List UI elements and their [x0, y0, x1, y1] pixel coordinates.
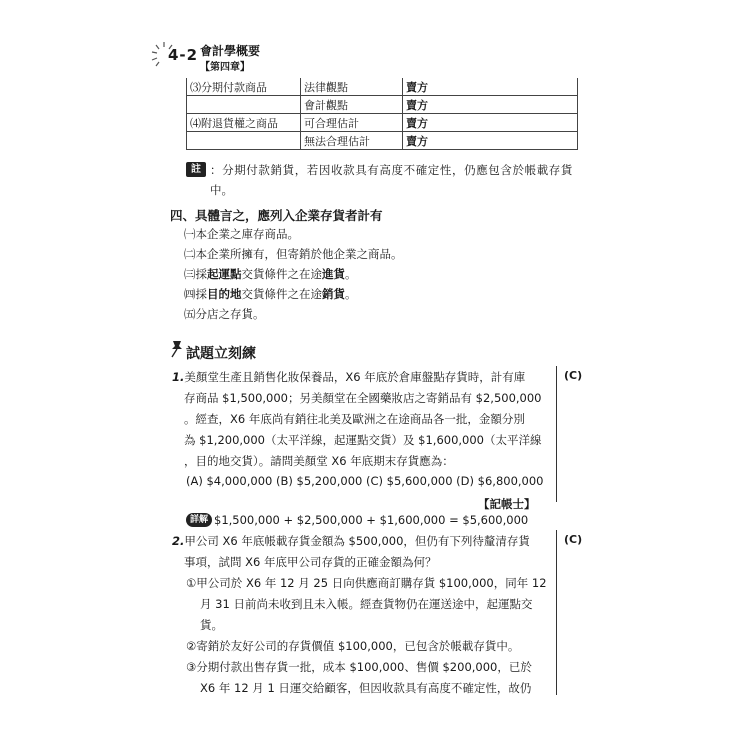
- table-cell-view: 可合理估計: [301, 114, 403, 132]
- list-item: [184, 266, 357, 282]
- list-item: [184, 286, 357, 302]
- section-heading: 四、具體言之，應列入企業存貨者計有: [170, 208, 383, 223]
- table-row: [187, 96, 578, 114]
- chapter-number: 4-2: [168, 46, 199, 64]
- note-badge: 註: [186, 162, 206, 177]
- question-line: ②寄銷於友好公司的存貨價值 $100,000，已包含於帳載存貨中。: [186, 639, 520, 653]
- table-cell-item: ⑶分期付款商品: [187, 78, 301, 96]
- question-text: 甲公司 X6 年底帳載存貨金額為 $500,000，但仍有下列待釐清存貨: [184, 534, 530, 548]
- question-line: 存商品 $1,500,000；另美顏堂在全國藥妝店之寄銷品有 $2,500,000: [184, 391, 542, 405]
- item-text: 交貨條件之在途: [241, 267, 322, 281]
- item-emphasis: 目的地: [207, 287, 242, 301]
- table-cell-item: [187, 96, 301, 114]
- item-text: ㈢採: [184, 267, 207, 281]
- question-line: 事項，試問 X6 年底甲公司存貨的正確金額為何？: [184, 555, 437, 569]
- table-cell-result: 賣方: [403, 132, 578, 150]
- item-text: 交貨條件之在途: [241, 287, 322, 301]
- question-line: ③分期付款出售存貨一批，成本 $100,000、售價 $200,000，已於: [186, 660, 532, 674]
- item-emphasis: 銷貨: [322, 287, 345, 301]
- item-emphasis: 進貨: [322, 267, 345, 281]
- list-item: ㈠本企業之庫存商品。: [184, 227, 299, 241]
- list-item: ㈡本企業所擁有，但寄銷於他企業之商品。: [184, 247, 403, 261]
- question-text: 美顏堂生產且銷售化妝保養品，X6 年底於倉庫盤點存貨時，計有庫: [184, 370, 526, 384]
- question-line: [172, 533, 530, 549]
- table-row: [187, 78, 578, 96]
- question-line: 月 31 日前尚未收到且未入帳。經查貨物仍在運送途中，起運點交: [200, 597, 533, 611]
- question-source: 【記帳士】: [478, 497, 536, 511]
- question-options: (A) $4,000,000 (B) $5,200,000 (C) $5,600,000 (D) $6,800,000: [186, 474, 544, 488]
- list-item: ㈤分店之存貨。: [184, 307, 265, 321]
- table-cell-view: 法律觀點: [301, 78, 403, 96]
- answer-divider: [556, 366, 557, 502]
- question-number: 2.: [172, 534, 185, 548]
- table-row: [187, 114, 578, 132]
- question-line: ①甲公司於 X6 年 12 月 25 日向供應商訂購存貨 $100,000，同年 12: [186, 576, 547, 590]
- pushpin-icon: [170, 340, 184, 358]
- question-line: [172, 369, 525, 385]
- item-emphasis: 起運點: [207, 267, 242, 281]
- question-line: 。經查，X6 年底尚有銷往北美及歐洲之在途商品各一批，金額分別: [184, 412, 525, 426]
- solution-text: $1,500,000 + $2,500,000 + $1,600,000 = $5,600,000: [214, 513, 529, 527]
- table-cell-result: 賣方: [403, 78, 578, 96]
- question-line: ，目的地交貨）。請問美顏堂 X6 年底期末存貨應為：: [184, 454, 454, 468]
- chapter-label: 【第四章】: [200, 62, 250, 73]
- question-number: 1.: [172, 370, 185, 384]
- note-text-line1: ：分期付款銷貨，若因收款具有高度不確定性，仍應包含於帳載存貨: [210, 163, 573, 177]
- practice-title: 試題立刻練: [186, 346, 256, 362]
- table-row: [187, 132, 578, 150]
- table-cell-view: 會計觀點: [301, 96, 403, 114]
- table-cell-view: 無法合理估計: [301, 132, 403, 150]
- solution-badge: 詳解: [186, 513, 212, 527]
- table-cell-result: 賣方: [403, 96, 578, 114]
- note-text-line2: 中。: [210, 183, 233, 197]
- answer-label: (C): [564, 533, 583, 546]
- table-cell-item: ⑷附退貨權之商品: [187, 114, 301, 132]
- ownership-table: [186, 78, 578, 150]
- table-cell-result: 賣方: [403, 114, 578, 132]
- question-line: 為 $1,200,000（太平洋線，起運點交貨）及 $1,600,000（太平洋線: [184, 433, 542, 447]
- book-title: 會計學概要: [200, 44, 261, 58]
- answer-divider: [556, 530, 557, 695]
- question-line: X6 年 12 月 1 日運交給顧客，但因收款具有高度不確定性，故仍: [200, 681, 532, 695]
- answer-label: (C): [564, 369, 583, 382]
- item-text: 。: [345, 267, 357, 281]
- table-cell-item: [187, 132, 301, 150]
- question-line: 貨。: [200, 618, 223, 632]
- item-text: 。: [345, 287, 357, 301]
- item-text: ㈣採: [184, 287, 207, 301]
